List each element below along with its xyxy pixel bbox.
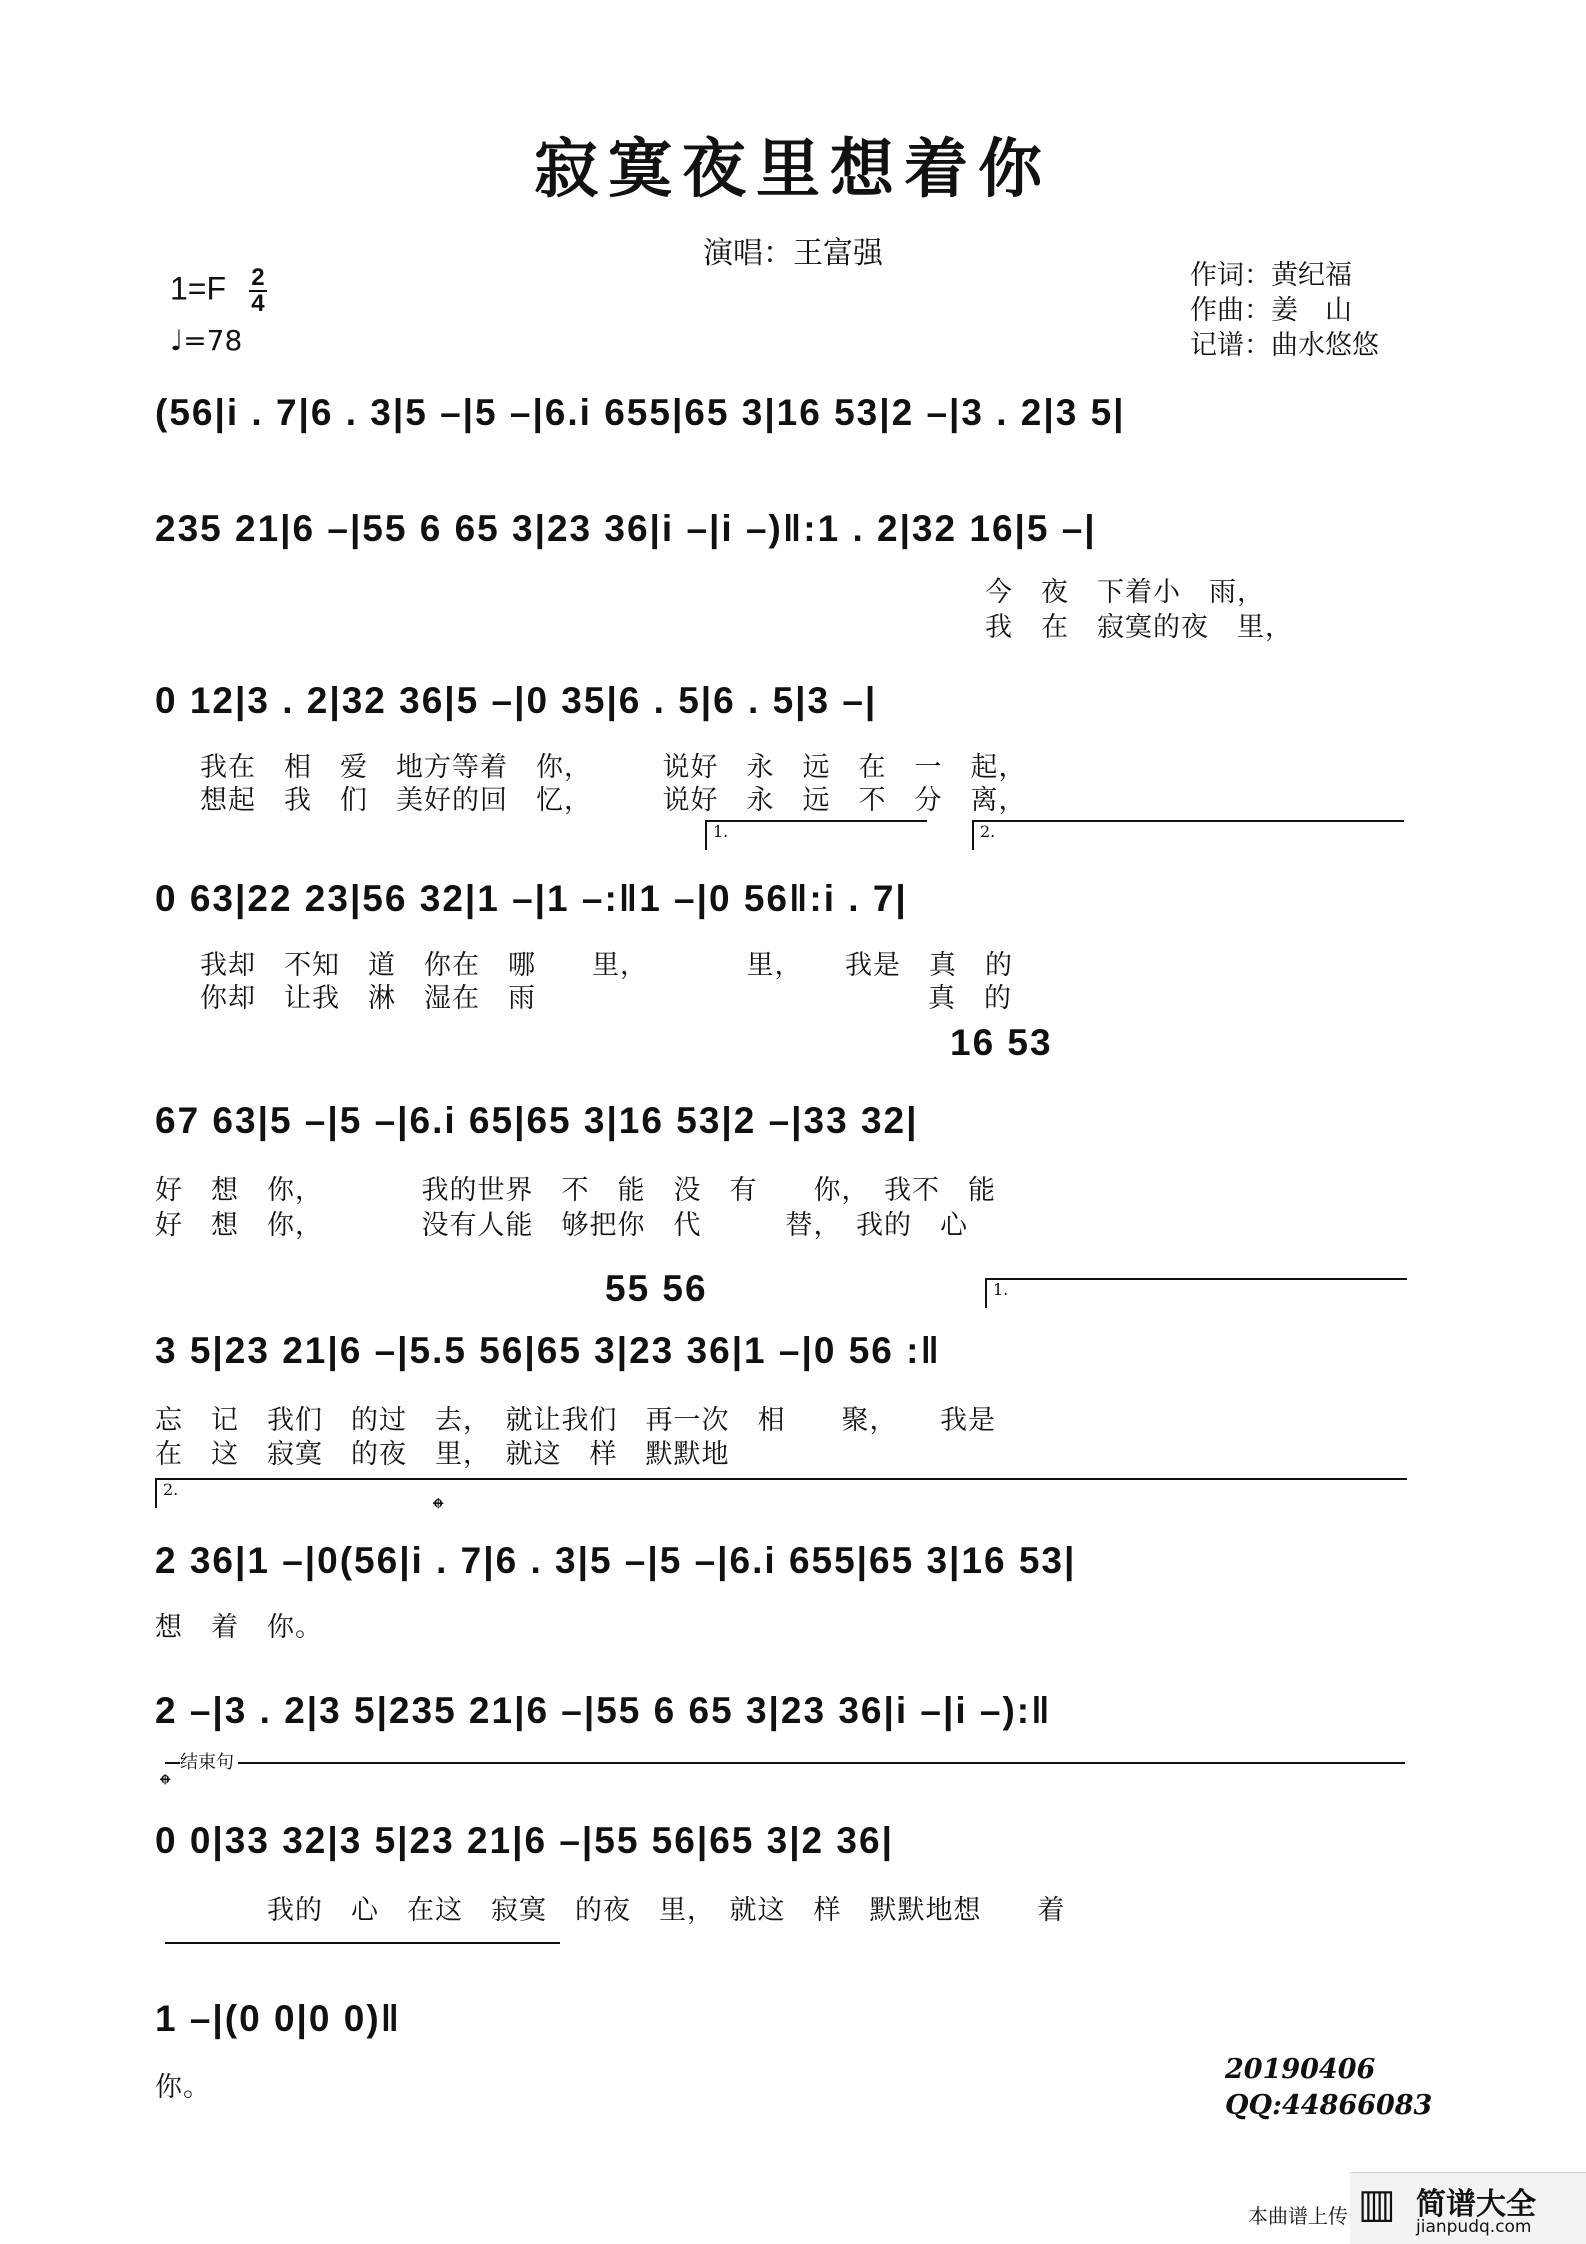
volta-first-b [985, 1278, 1407, 1308]
staff-line-6: 3 5|23 21|6 –|5.5 56|65 3|23 36|1 –|0 56 :‖ [155, 1330, 941, 1371]
lyrics-4-verse2: 你却 让我 淋 湿在 雨 真 的 [200, 983, 1012, 1014]
lyrics-6-verse1: 忘 记 我们 的过 去， 就让我们 再一次 相 聚， 我是 [155, 1405, 996, 1436]
lyrics-3-verse2: 想起 我 们 美好的回 忆， 说好 永 远 不 分 离， [200, 785, 1027, 816]
time-bottom: 4 [251, 290, 265, 317]
staff-line-3: 0 12|3 . 2|32 36|5 –|0 35|6 . 5|6 . 5|3 –| [155, 680, 878, 721]
lyrics-6-verse2: 在 这 寂寞 的夜 里， 就这 样 默默地 [155, 1439, 730, 1470]
time-top: 2 [251, 264, 265, 291]
upload-notice: 本曲谱上传 [1248, 2204, 1348, 2228]
tempo: ♩=78 [170, 324, 243, 357]
composer: 作曲：姜 山 [1190, 295, 1352, 326]
lyrics-2-verse2: 我 在 寂寞的夜 里， [985, 612, 1293, 643]
lyrics-7-verse1: 想 着 你。 [155, 1612, 323, 1643]
volta-second-b-label: 2. [163, 1480, 179, 1499]
final-bracket [165, 1942, 560, 1944]
site-logo[interactable] [1350, 2172, 1586, 2244]
time-signature [249, 266, 267, 316]
staff-line-8: 2 –|3 . 2|3 5|235 21|6 –|55 6 65 3|23 36|i –|i –):‖ [155, 1690, 1052, 1731]
transcriber: 记谱：曲水悠悠 [1190, 330, 1379, 361]
logo-url: jianpudq.com [1416, 2217, 1532, 2237]
staff-line-5: 67 63|5 –|5 –|6.i 65|65 3|16 53|2 –|33 32| [155, 1100, 919, 1141]
credits [1190, 258, 1379, 363]
volta-second-b [155, 1478, 1407, 1508]
volta-first [705, 820, 927, 850]
lyrics-5-verse2: 好 想 你， 没有人能 够把你 代 替， 我的 心 [155, 1210, 968, 1241]
lyricist: 作词：黄纪福 [1190, 260, 1352, 291]
lyrics-2-verse1: 今 夜 下着小 雨， [985, 577, 1265, 608]
alt-notes-5: 16 53 [950, 1022, 1053, 1063]
staff-line-2: 235 21|6 –|55 6 65 3|23 36|i –|i –)‖:1 . 2|32 16|5 –| [155, 508, 1097, 549]
lyrics-10: 你。 [155, 2072, 211, 2103]
singer: 演唱：王富强 [703, 236, 883, 271]
ending-label: 结束句 [180, 1748, 238, 1774]
piano-icon: ▥ [1358, 2181, 1396, 2227]
lyrics-4-verse1: 我却 不知 道 你在 哪 里， 里， 我是 真 的 [200, 950, 1013, 981]
volta-first-label: 1. [713, 822, 729, 841]
footer-date [1225, 2052, 1432, 2124]
song-title: 寂寞夜里想着你 [534, 132, 1052, 207]
qq-text: QQ:44866083 [1225, 2090, 1433, 2121]
coda-sign-icon: 𝄌 [433, 1492, 444, 1527]
volta-second-label: 2. [980, 822, 996, 841]
lyrics-5-verse1: 好 想 你， 我的世界 不 能 没 有 你， 我不 能 [155, 1175, 996, 1206]
key-label: 1=F [170, 270, 227, 307]
volta-second [972, 820, 1404, 850]
staff-line-4: 0 63|22 23|56 32|1 –|1 –:‖1 –|0 56‖:i . 7| [155, 878, 908, 919]
ending-bracket [165, 1762, 1405, 1764]
volta-first-b-label: 1. [993, 1280, 1009, 1299]
staff-line-7: 2 36|1 –|0(56|i . 7|6 . 3|5 –|5 –|6.i 655|65 3|16 53| [155, 1540, 1077, 1581]
date-text: 20190406 [1225, 2054, 1376, 2085]
coda-sign-end-icon: 𝄌 [160, 1768, 171, 1803]
lyrics-3-verse1: 我在 相 爱 地方等着 你， 说好 永 远 在 一 起， [200, 752, 1027, 783]
logo-text: 简谱大全 [1416, 2187, 1536, 2222]
staff-line-10: 1 –|(0 0|0 0)‖ [155, 1998, 402, 2039]
key-signature [170, 266, 267, 316]
staff-line-9: 0 0|33 32|3 5|23 21|6 –|55 56|65 3|2 36| [155, 1820, 894, 1861]
lyrics-9: 我的 心 在这 寂寞 的夜 里， 就这 样 默默地想 着 [155, 1895, 1066, 1926]
staff-line-1: (56|i . 7|6 . 3|5 –|5 –|6.i 655|65 3|16 53|2 –|3 . 2|3 5| [155, 392, 1126, 433]
alt-notes-6: 55 56 [605, 1268, 708, 1309]
